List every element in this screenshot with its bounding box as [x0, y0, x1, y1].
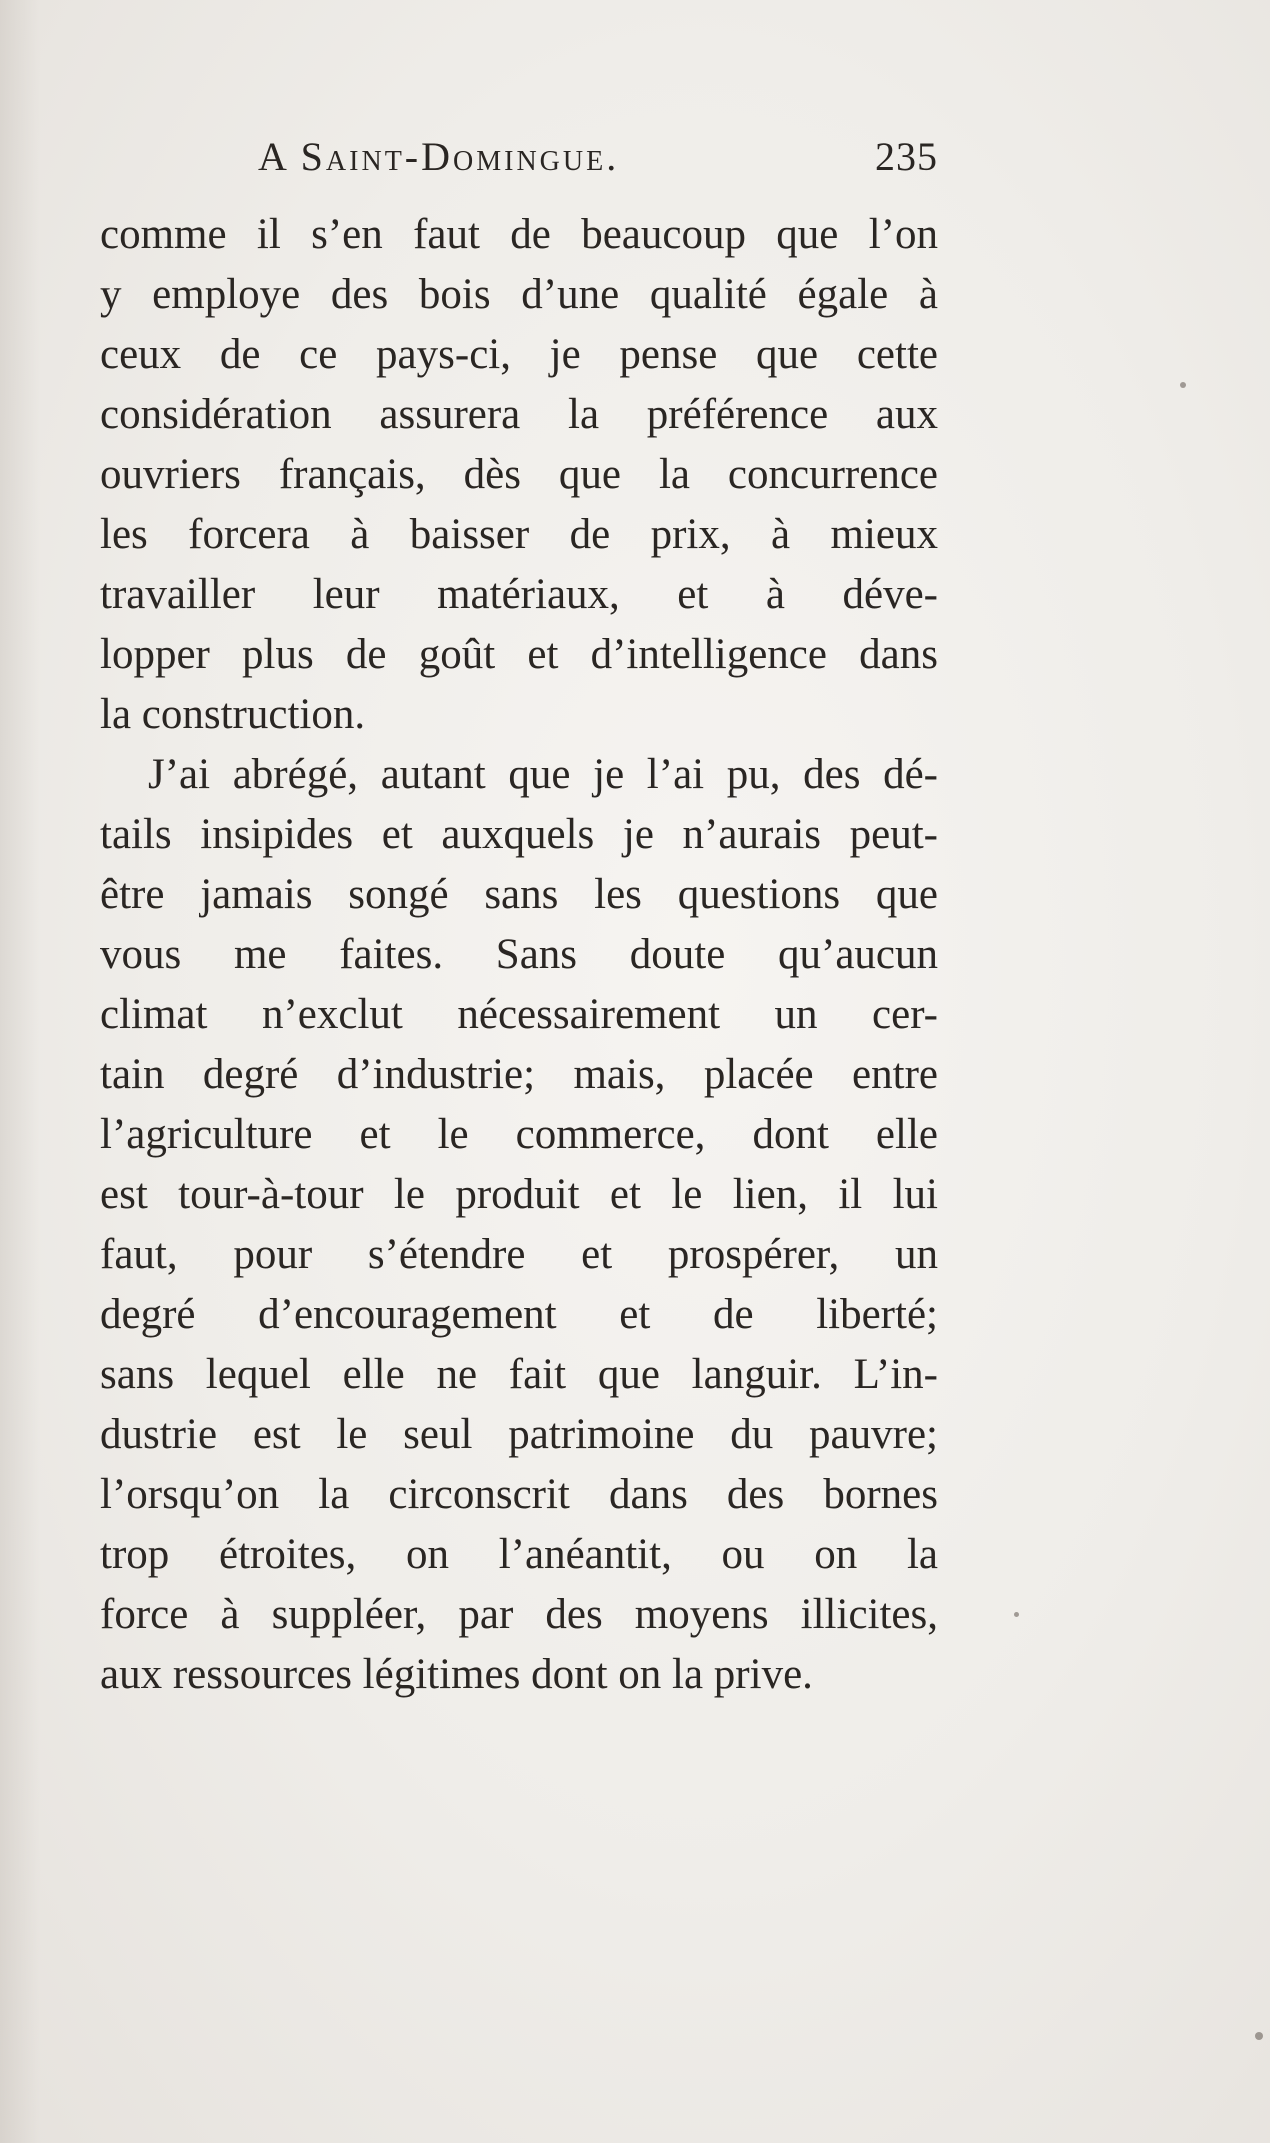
- text-line: degré d’encouragement et de liberté;: [100, 1291, 938, 1338]
- text-line: y employe des bois d’une qualité égale à: [100, 271, 938, 318]
- body-text: [100, 205, 938, 1705]
- text-line: les forcera à baisser de prix, à mieux: [100, 511, 938, 558]
- text-line: l’orsqu’on la circonscrit dans des bornes: [100, 1471, 938, 1518]
- paper-speck: [1180, 382, 1186, 388]
- text-line: considération assurera la préférence aux: [100, 391, 938, 438]
- text-line: l’agriculture et le commerce, dont elle: [100, 1111, 938, 1158]
- page-number: 235: [875, 134, 938, 179]
- paper-speck: [1014, 1612, 1019, 1617]
- paragraph-1: [100, 205, 938, 745]
- text-line: est tour-à-tour le produit et le lien, il lui: [100, 1171, 938, 1218]
- text-line: tails insipides et auxquels je n’aurais peut-: [100, 811, 938, 858]
- text-line: vous me faites. Sans doute qu’aucun: [100, 931, 938, 978]
- text-line: climat n’exclut nécessairement un cer-: [100, 991, 938, 1038]
- text-line: travailler leur matériaux, et à déve-: [100, 571, 938, 618]
- running-head: [100, 132, 938, 182]
- text-line: force à suppléer, par des moyens illicites,: [100, 1591, 938, 1638]
- text-line: trop étroites, on l’anéantit, ou on la: [100, 1531, 938, 1578]
- text-line: faut, pour s’étendre et prospérer, un: [100, 1231, 938, 1278]
- text-line: tain degré d’industrie; mais, placée entre: [100, 1051, 938, 1098]
- text-line: la construction.: [100, 691, 366, 738]
- text-line: comme il s’en faut de beaucoup que l’on: [100, 211, 938, 258]
- text-line: sans lequel elle ne fait que languir. L’in-: [100, 1351, 938, 1398]
- text-line: aux ressources légitimes dont on la prive.: [100, 1651, 813, 1698]
- page-edge-shadow: [0, 0, 40, 2143]
- text-line: ceux de ce pays-ci, je pense que cette: [100, 331, 938, 378]
- running-title: A Saint-Domingue.: [258, 134, 620, 179]
- text-line: ouvriers français, dès que la concurrence: [100, 451, 938, 498]
- text-line: dustrie est le seul patrimoine du pauvre;: [100, 1411, 938, 1458]
- paper-speck: [1255, 2032, 1263, 2040]
- text-line: lopper plus de goût et d’intelligence dans: [100, 631, 938, 678]
- text-line: être jamais songé sans les questions que: [100, 871, 938, 918]
- paragraph-2: [100, 745, 938, 1705]
- text-line: J’ai abrégé, autant que je l’ai pu, des dé-: [148, 751, 938, 798]
